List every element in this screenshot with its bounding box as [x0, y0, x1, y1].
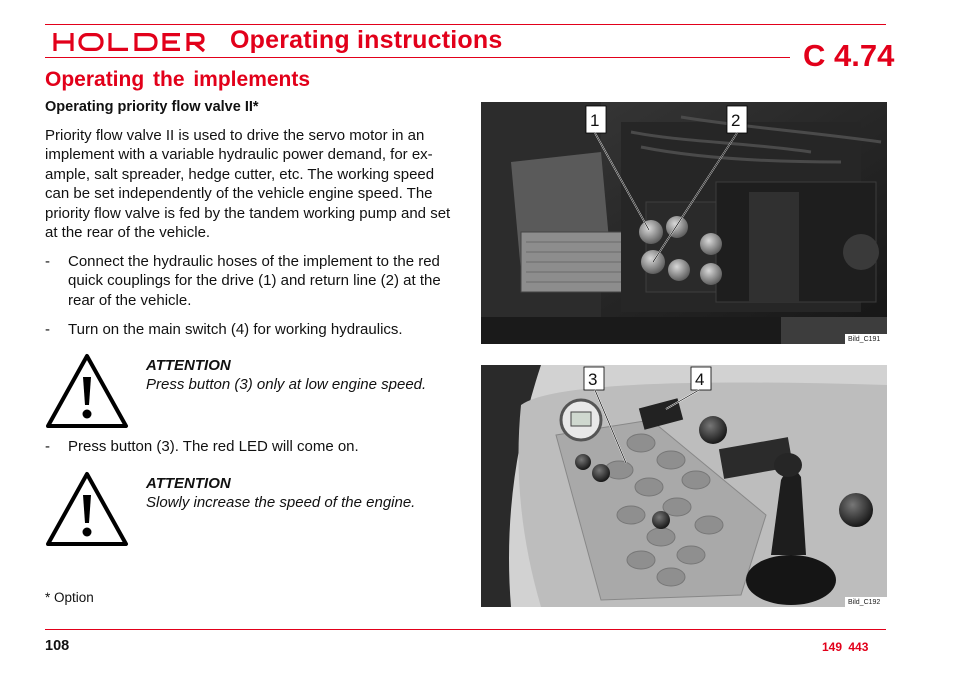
figure-caption: Bild_C191	[848, 336, 881, 343]
intro-paragraph: Priority flow valve II is used to drive the servo motor in an implement with a variable hydraulic power demand, for ex-ample, salt spreader, hedge cutter, etc. The working speed can be set independently of the vehicle engine speed. The priority flow valve is fed by the tandem working pump and set at the rear of the vehicle.	[45, 127, 451, 242]
warning-triangle-icon	[45, 353, 129, 429]
callout-label: 1	[590, 111, 600, 130]
instruction-item	[45, 437, 455, 457]
footnote: * Option	[45, 590, 94, 605]
figure-hydraulic-couplings	[481, 102, 887, 344]
instruction-item	[45, 320, 455, 340]
bullet-dash: -	[45, 438, 50, 455]
attention-title: ATTENTION	[146, 357, 231, 374]
holder-logo	[52, 31, 206, 53]
page-number: 108	[45, 638, 70, 654]
instruction-text: Turn on the main switch (4) for working hydraulics.	[68, 321, 403, 338]
instruction-item	[45, 252, 455, 312]
warning-triangle-icon	[45, 471, 129, 547]
callout-label: 2	[731, 111, 741, 130]
document-number: 149 443	[822, 640, 869, 654]
instruction-text: Connect the hydraulic hoses of the implement to the red quick couplings for the drive (1) and return line (2) at the rear of the vehicle.	[68, 253, 441, 309]
header-rule	[45, 57, 790, 58]
instruction-text: Press button (3). The red LED will come on.	[68, 438, 359, 455]
figure-control-panel	[481, 365, 887, 607]
header-rule-top	[45, 24, 886, 25]
figure-caption: Bild_C192	[848, 599, 881, 606]
bullet-dash: -	[45, 321, 50, 338]
attention-title: ATTENTION	[146, 475, 231, 492]
callout-label: 3	[588, 370, 598, 389]
attention-text: Slowly increase the speed of the engine.	[146, 494, 416, 511]
section-title: Operating the implements	[45, 68, 311, 91]
section-code: C 4.74	[803, 38, 895, 73]
document-title: Operating instructions	[230, 26, 503, 54]
attention-text: Press button (3) only at low engine speed.	[146, 376, 427, 393]
subheading: Operating priority flow valve II*	[45, 99, 259, 115]
bullet-dash: -	[45, 253, 50, 270]
callout-label: 4	[695, 370, 705, 389]
footer-rule	[45, 629, 886, 630]
